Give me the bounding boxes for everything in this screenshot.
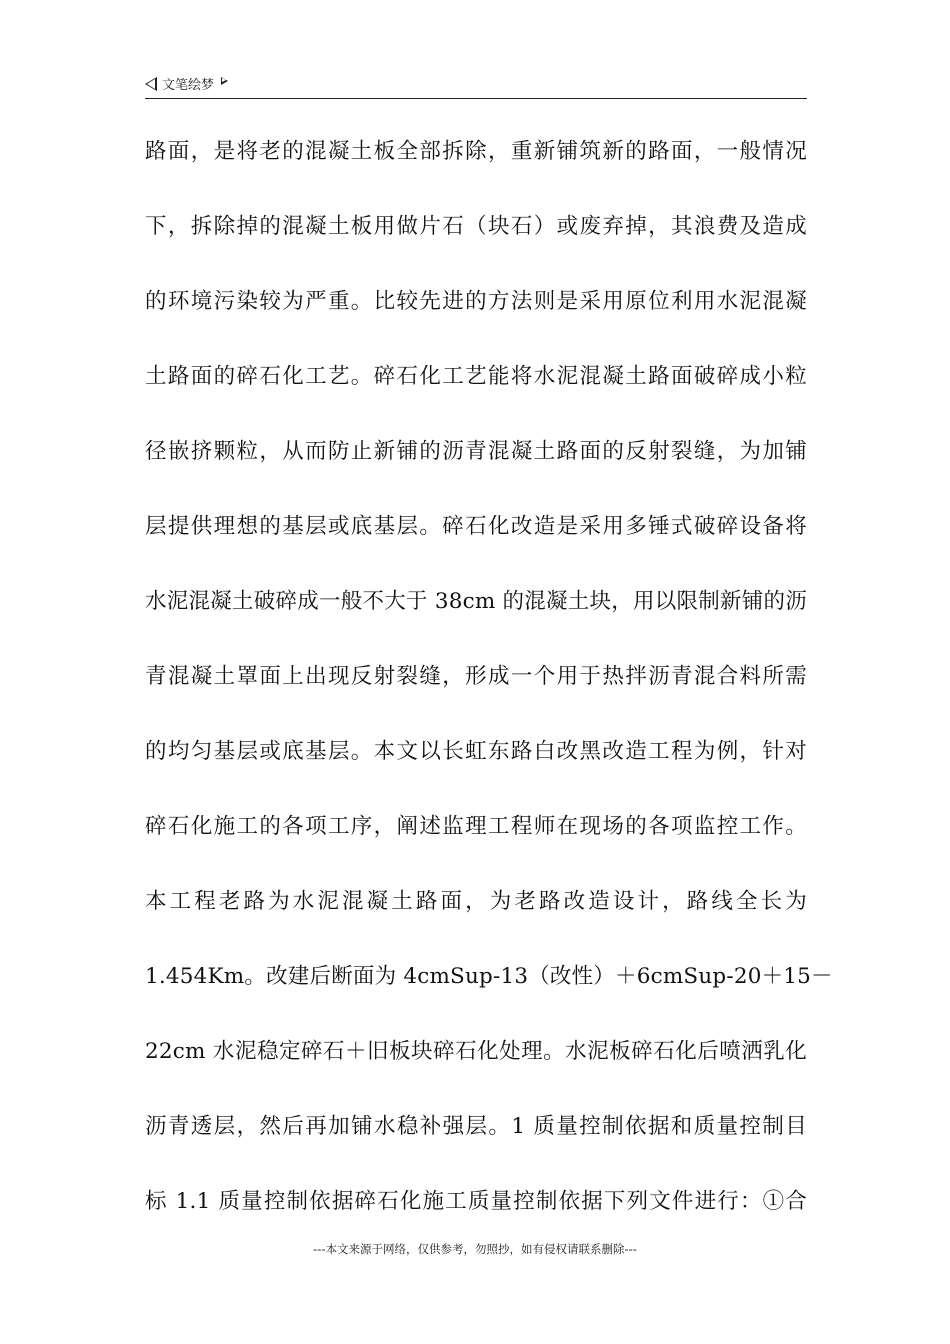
header-brand [145, 74, 228, 93]
header-title: 文笔绘梦 [162, 78, 215, 93]
body-line: 的均匀基层或底基层。本文以长虹东路白改黑改造工程为例，针对 [145, 739, 807, 764]
triangle-left-icon [145, 77, 157, 91]
triangle-right-icon [221, 77, 228, 85]
body-line: 1.454Km。改建后断面为 4cmSup-13（改性）＋6cmSup-20＋15－ [145, 964, 833, 989]
body-line: 22cm 水泥稳定碎石＋旧板块碎石化处理。水泥板碎石化后喷洒乳化 [145, 1039, 807, 1064]
body-line: 沥青透层，然后再加铺水稳补强层。1 质量控制依据和质量控制目 [145, 1114, 807, 1139]
body-line: 下，拆除掉的混凝土板用做片石（块石）或废弃掉，其浪费及造成 [145, 214, 807, 239]
body-line: 路面，是将老的混凝土板全部拆除，重新铺筑新的路面，一般情况 [145, 139, 807, 164]
body-line: 水泥混凝土破碎成一般不大于 38cm 的混凝土块，用以限制新铺的沥 [145, 589, 807, 614]
body-line: 径嵌挤颗粒，从而防止新铺的沥青混凝土路面的反射裂缝，为加铺 [145, 439, 807, 464]
page-header [145, 74, 807, 99]
body-line: 碎石化施工的各项工序，阐述监理工程师在现场的各项监控工作。 [145, 814, 807, 839]
body-line: 层提供理想的基层或底基层。碎石化改造是采用多锤式破碎设备将 [145, 514, 807, 539]
body-line: 的环境污染较为严重。比较先进的方法则是采用原位利用水泥混凝 [145, 289, 807, 314]
document-body [145, 134, 833, 1259]
body-line: 标 1.1 质量控制依据碎石化施工质量控制依据下列文件进行：①合 [145, 1189, 807, 1214]
body-line: 本工程老路为水泥混凝土路面，为老路改造设计，路线全长为 [145, 889, 807, 914]
body-line: 土路面的碎石化工艺。碎石化工艺能将水泥混凝土路面破碎成小粒 [145, 364, 807, 389]
page-footer-disclaimer: ---本文来源于网络，仅供参考，勿照抄，如有侵权请联系删除--- [313, 1242, 637, 1256]
body-line: 青混凝土罩面上出现反射裂缝，形成一个用于热拌沥青混合料所需 [145, 664, 807, 689]
